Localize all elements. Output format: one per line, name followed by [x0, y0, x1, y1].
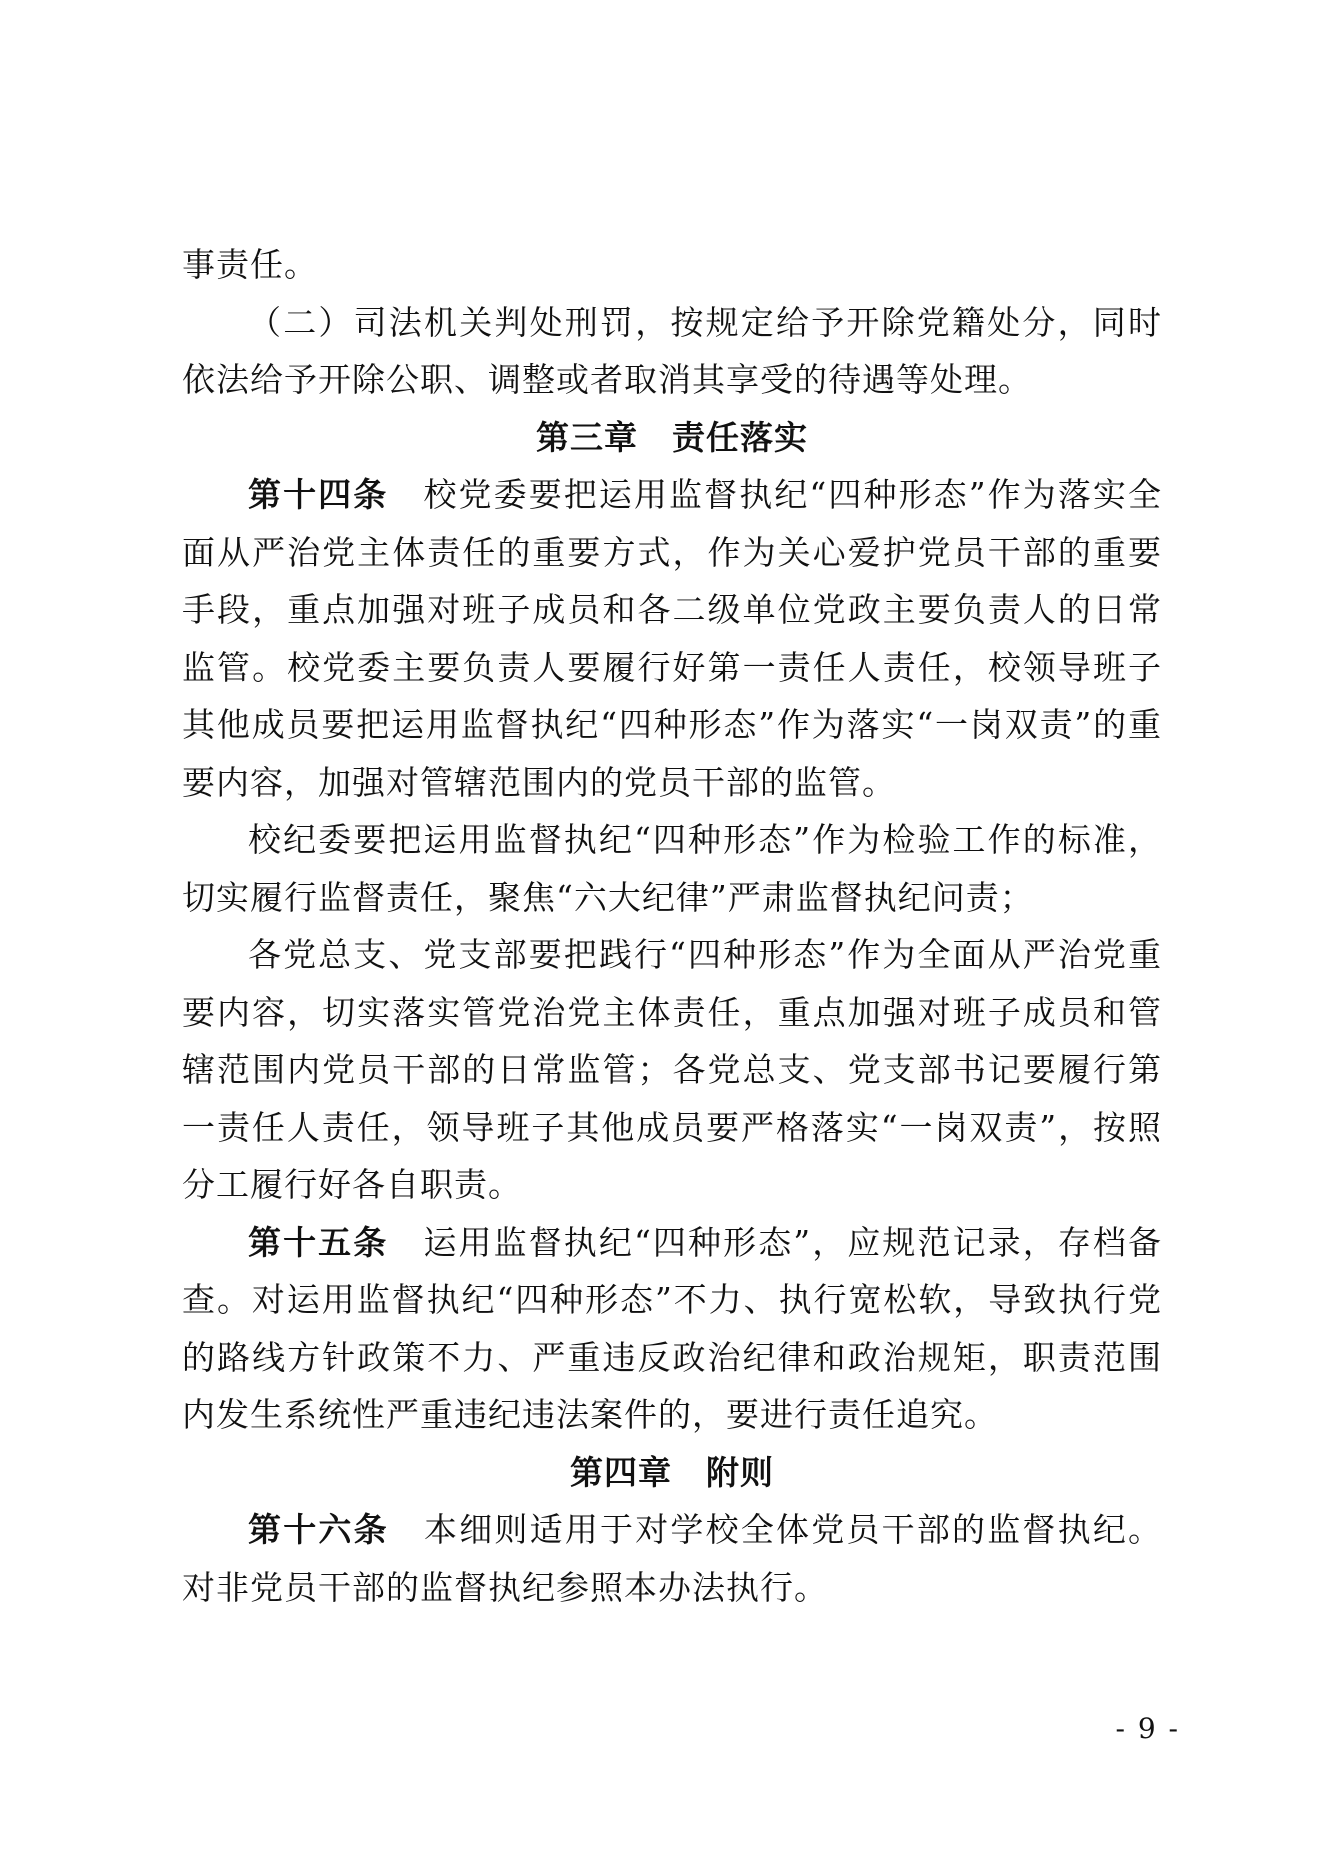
chapter-4-heading — [182, 1444, 1162, 1502]
article-number: 第十四条 — [248, 475, 389, 514]
paragraph-item-2 — [182, 294, 1162, 409]
document-body — [182, 236, 1162, 1616]
article-14-paragraph-2 — [182, 811, 1162, 926]
article-text: 运用监督执纪“四种形态”，应规范记录，存档备查。对运用监督执纪“四种形态”不力、执行宽松软，导致执行党的路线方针政策不力、严重违反政治纪律和政治规矩，职责范围内发生系统性严重违纪违法案件的，要进行责任追究。 — [182, 1222, 1163, 1434]
article-text: 本细则适用于对学校全体党员干部的监督执纪。对非党员干部的监督执纪参照本办法执行。 — [182, 1510, 1163, 1607]
paragraph-text: （二）司法机关判处刑罚，按规定给予开除党籍处分，同时依法给予开除公职、调整或者取消其享受的待遇等处理。 — [182, 302, 1162, 399]
chapter-title: 第四章 附则 — [570, 1452, 774, 1492]
article-number: 第十五条 — [248, 1222, 389, 1262]
chapter-3-heading — [182, 409, 1162, 467]
article-14 — [182, 466, 1162, 811]
paragraph-text: 各党总支、党支部要把践行“四种形态”作为全面从严治党重要内容，切实落实管党治党主体责任，重点加强对班子成员和管辖范围内党员干部的日常监管；各党总支、党支部书记要履行第一责任人责任，领导班子其他成员要严格落实“一岗双责”，按照分工履行好各自职责。 — [182, 935, 1162, 1204]
article-15 — [182, 1214, 1162, 1444]
article-14-paragraph-3 — [182, 926, 1162, 1214]
article-16 — [182, 1501, 1162, 1616]
paragraph-text: 事责任。 — [182, 245, 318, 284]
article-text: 校党委要把运用监督执纪“四种形态”作为落实全面从严治党主体责任的重要方式，作为关心爱护党员干部的重要手段，重点加强对班子成员和各二级单位党政主要负责人的日常监管。校党委主要负责人要履行好第一责任人责任，校领导班子其他成员要把运用监督执纪“四种形态”作为落实“一岗双责”的重要内容，加强对管辖范围内的党员干部的监管。 — [182, 475, 1163, 802]
paragraph-text: 校纪委要把运用监督执纪“四种形态”作为检验工作的标准，切实履行监督责任，聚焦“六大纪律”严肃监督执纪问责； — [182, 820, 1162, 917]
page-number: - 9 - — [1115, 1712, 1180, 1745]
chapter-title: 第三章 责任落实 — [536, 417, 808, 457]
article-number: 第十六条 — [248, 1510, 389, 1549]
paragraph-continuation — [182, 236, 1162, 294]
